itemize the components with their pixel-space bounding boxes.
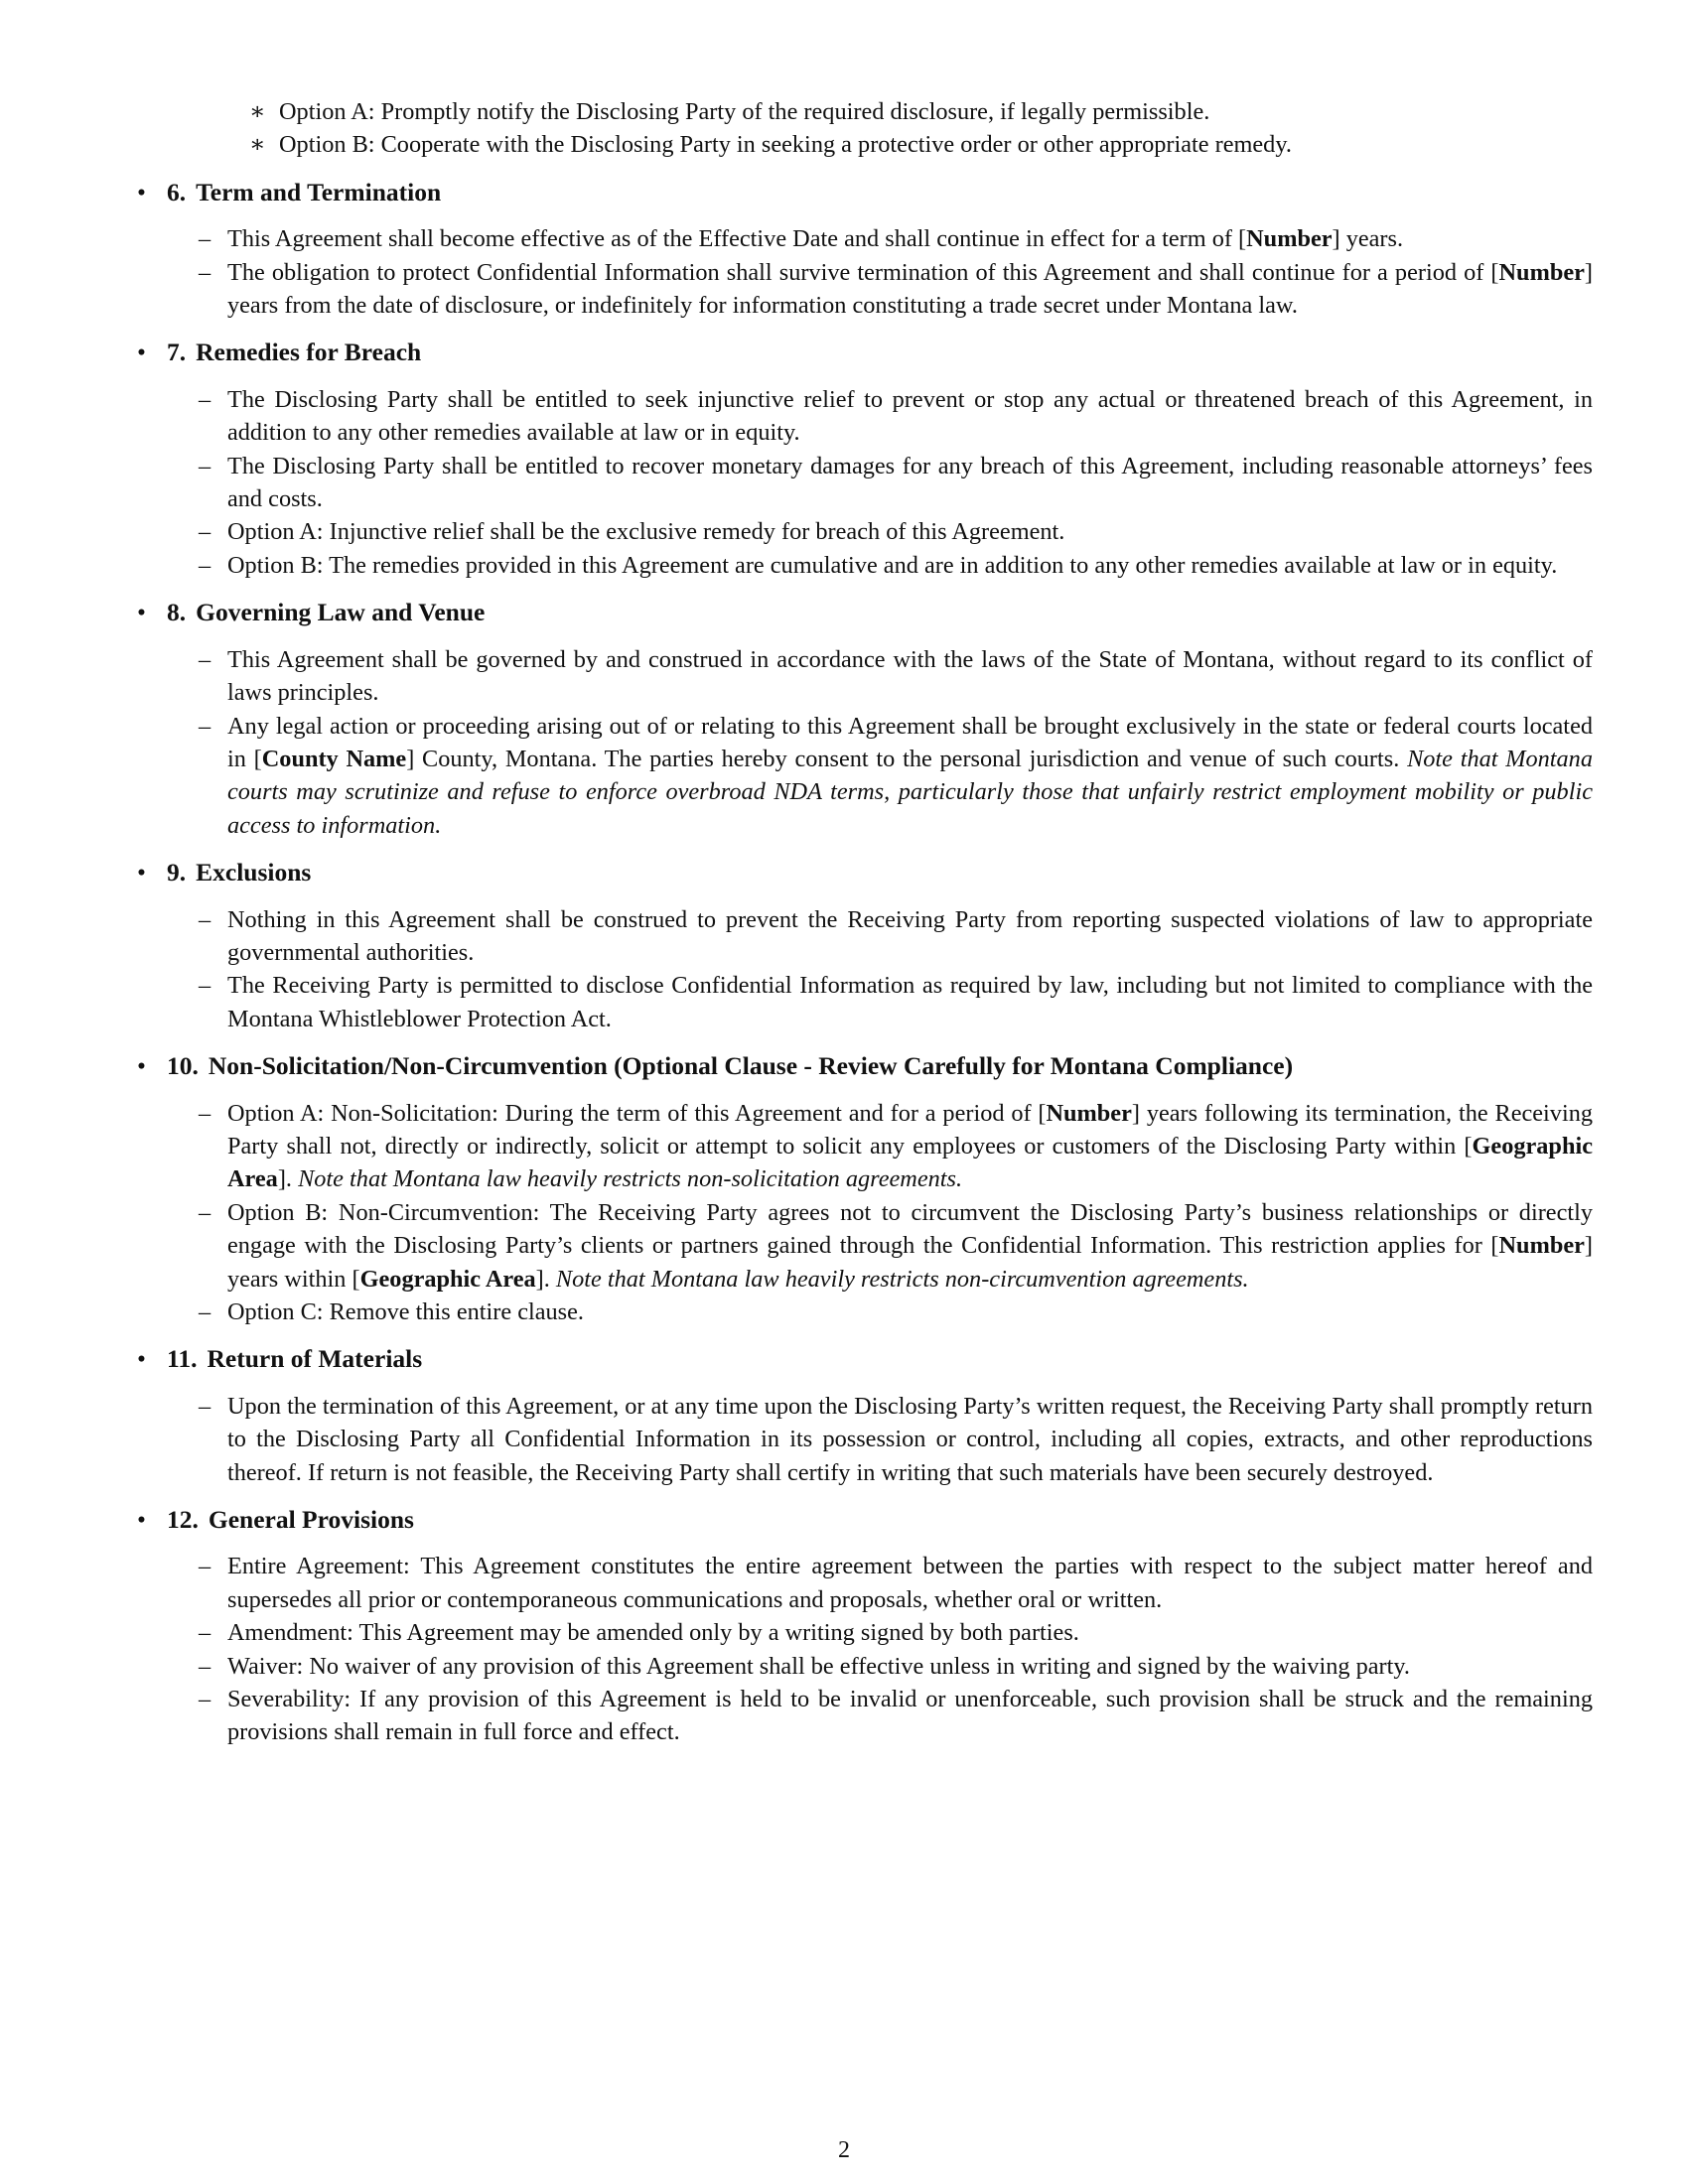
section-12-heading: • 12. General Provisions (137, 1503, 1593, 1536)
section-12-item: – Amendment: This Agreement may be amended only by a writing signed by both parties. (137, 1616, 1593, 1649)
section-6 (137, 176, 1593, 323)
dash-bullet-icon: – (199, 712, 211, 740)
bullet-icon: • (137, 1344, 146, 1374)
section-12-item: – Waiver: No waiver of any provision of this Agreement shall be effective unless in writing and signed by the waiving party. (137, 1650, 1593, 1683)
dash-bullet-icon: – (199, 551, 211, 579)
section-5-option-b: ∗ Option B: Cooperate with the Disclosing Party in seeking a protective order or other appropriate remedy. (137, 128, 1593, 161)
section-7-item: – Option B: The remedies provided in this Agreement are cumulative and are in addition to any other remedies available at law or in equity. (137, 549, 1593, 582)
section-10-heading: • 10. Non-Solicitation/Non-Circumvention (Optional Clause - Review Carefully for Montana Compliance) (137, 1049, 1593, 1082)
section-7-heading: • 7. Remedies for Breach (137, 336, 1593, 368)
section-7-item: – The Disclosing Party shall be entitled to recover monetary damages for any breach of this Agreement, including reasonable attorneys’ fees and costs. (137, 450, 1593, 516)
section-9 (137, 856, 1593, 1035)
bullet-icon: • (137, 1505, 146, 1535)
section-9-item: – The Receiving Party is permitted to disclose Confidential Information as required by law, including but not limited to compliance with the Montana Whistleblower Protection Act. (137, 969, 1593, 1035)
section-12 (137, 1503, 1593, 1749)
section-5-options (137, 95, 1593, 162)
dash-bullet-icon: – (199, 518, 211, 546)
dash-bullet-icon: – (199, 385, 211, 413)
section-6-item: – The obligation to protect Confidential Information shall survive termination of this Agreement and shall continue for a period of [Number] years from the date of disclosure, or indefinitely for information constituting a trade secret under Montana law. (137, 256, 1593, 323)
section-12-item: – Severability: If any provision of this Agreement is held to be invalid or unenforceable, such provision shall be struck and the remaining provisions shall remain in full force and effect. (137, 1683, 1593, 1749)
section-8-item: – Any legal action or proceeding arising out of or relating to this Agreement shall be brought exclusively in the state or federal courts located in [County Name] County, Montana. The parties hereby consent to the personal jurisdiction and venue of such courts. Note that Montana courts may scrutinize and refuse to enforce overbroad NDA terms, particularly those that unfairly restrict employment mobility or public access to information. (137, 710, 1593, 843)
section-8 (137, 596, 1593, 842)
bullet-icon: • (137, 858, 146, 887)
section-7 (137, 336, 1593, 582)
section-11 (137, 1342, 1593, 1489)
dash-bullet-icon: – (199, 1652, 211, 1680)
montana-note: Note that Montana law heavily restricts non-circumvention agreements. (555, 1265, 1249, 1293)
section-11-heading: • 11. Return of Materials (137, 1342, 1593, 1375)
dash-bullet-icon: – (199, 1198, 211, 1226)
dash-bullet-icon: – (199, 1686, 211, 1713)
bullet-icon: • (137, 177, 146, 206)
section-9-item: – Nothing in this Agreement shall be construed to prevent the Receiving Party from reporting suspected violations of law to appropriate governmental authorities. (137, 903, 1593, 970)
dash-bullet-icon: – (199, 1553, 211, 1580)
section-12-item: – Entire Agreement: This Agreement constitutes the entire agreement between the parties with respect to the subject matter hereof and supersedes all prior or contemporaneous communications and proposals, whether oral or written. (137, 1550, 1593, 1616)
page-number: 2 (838, 2137, 850, 2163)
dash-bullet-icon: – (199, 1392, 211, 1420)
section-11-item: – Upon the termination of this Agreement, or at any time upon the Disclosing Party’s written request, the Receiving Party shall promptly return to the Disclosing Party all Confidential Information in its possession or control, including all copies, extracts, and other reproductions thereof. If return is not feasible, the Receiving Party shall certify in writing that such materials have been securely destroyed. (137, 1390, 1593, 1489)
section-9-heading: • 9. Exclusions (137, 856, 1593, 888)
dash-bullet-icon: – (199, 905, 211, 933)
section-10-item: – Option C: Remove this entire clause. (137, 1296, 1593, 1328)
dash-bullet-icon: – (199, 1099, 211, 1127)
section-8-item: – This Agreement shall be governed by and construed in accordance with the laws of the State of Montana, without regard to its conflict of laws principles. (137, 643, 1593, 710)
section-6-heading: • 6. Term and Termination (137, 176, 1593, 208)
bullet-icon: • (137, 338, 146, 367)
dash-bullet-icon: – (199, 258, 211, 286)
dash-bullet-icon: – (199, 972, 211, 1000)
bullet-icon: • (137, 1051, 146, 1081)
asterisk-bullet-icon: ∗ (249, 98, 266, 125)
document-page (137, 95, 1593, 1749)
section-6-item: – This Agreement shall become effective as of the Effective Date and shall continue in effect for a term of [Number] years. (137, 222, 1593, 255)
dash-bullet-icon: – (199, 452, 211, 479)
section-7-item: – The Disclosing Party shall be entitled to seek injunctive relief to prevent or stop any actual or threatened breach of this Agreement, in addition to any other remedies available at law or in equity. (137, 383, 1593, 450)
dash-bullet-icon: – (199, 1619, 211, 1647)
montana-note: Note that Montana courts may scrutinize and refuse to enforce overbroad NDA terms, particularly those that unfairly restrict employment mobility or public access to information. (227, 745, 1593, 839)
bullet-icon: • (137, 598, 146, 627)
section-10-item: – Option B: Non-Circumvention: The Receiving Party agrees not to circumvent the Disclosing Party’s business relationships or directly engage with the Disclosing Party’s clients or partners gained through the Confidential Information. This restriction applies for [Number] years within [Geographic Area]. Note that Montana law heavily restricts non-circumvention agreements. (137, 1196, 1593, 1296)
section-8-heading: • 8. Governing Law and Venue (137, 596, 1593, 628)
montana-note: Note that Montana law heavily restricts non-solicitation agreements. (298, 1165, 963, 1193)
dash-bullet-icon: – (199, 225, 211, 253)
section-10 (137, 1049, 1593, 1328)
section-5-option-a: ∗ Option A: Promptly notify the Disclosing Party of the required disclosure, if legally permissible. (137, 95, 1593, 128)
asterisk-bullet-icon: ∗ (249, 131, 266, 159)
dash-bullet-icon: – (199, 645, 211, 673)
section-10-item: – Option A: Non-Solicitation: During the term of this Agreement and for a period of [Number] years following its termination, the Receiving Party shall not, directly or indirectly, solicit or attempt to solicit any employees or customers of the Disclosing Party within [Geographic Area]. Note that Montana law heavily restricts non-solicitation agreements. (137, 1097, 1593, 1196)
dash-bullet-icon: – (199, 1298, 211, 1325)
section-7-item: – Option A: Injunctive relief shall be the exclusive remedy for breach of this Agreement. (137, 515, 1593, 548)
